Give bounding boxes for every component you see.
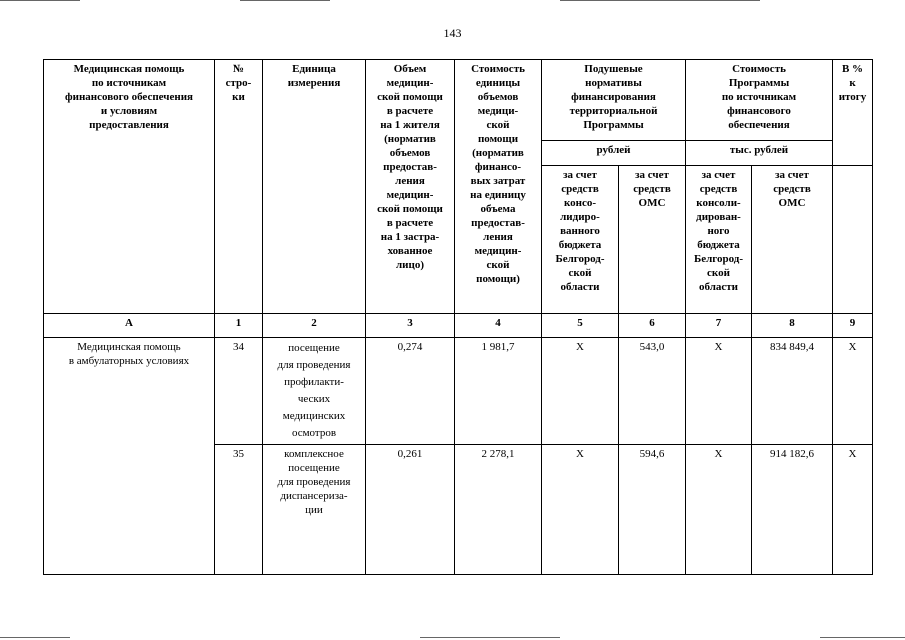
program-budget-value: X (686, 445, 752, 575)
per-capita-oms-value: 543,0 (619, 338, 686, 445)
top-edge-line (0, 0, 80, 1)
per-capita-oms-value: 594,6 (619, 445, 686, 575)
index-cell: 2 (263, 314, 366, 338)
header-col-3: Объем медицин- ской помощи в расчете на 1 жителя (норматив объемов предостав- ления медицин- ской помощи в расчете на 1 застра- хованное лицо) (366, 60, 455, 314)
program-oms-value: 914 182,6 (752, 445, 833, 575)
table-row (44, 338, 873, 445)
index-cell: 5 (542, 314, 619, 338)
index-cell: 9 (833, 314, 873, 338)
header-col-a: Медицинская помощь по источникам финансового обеспечения и условиям предоставления (44, 60, 215, 314)
header-col-2: Единица измерения (263, 60, 366, 314)
header-group-per-capita: Подушевые нормативы финансирования территориальной Программы (542, 60, 686, 141)
volume-value: 0,274 (366, 338, 455, 445)
index-cell: 6 (619, 314, 686, 338)
unit-cost-value: 2 278,1 (455, 445, 542, 575)
index-cell: А (44, 314, 215, 338)
top-edge-line (240, 0, 330, 1)
per-capita-budget-value: X (542, 338, 619, 445)
header-col-1: № стро- ки (215, 60, 263, 314)
header-group-program-cost: Стоимость Программы по источникам финансового обеспечения (686, 60, 833, 141)
unit-of-measure: посещение для проведения профилакти- ческих медицинских осмотров (263, 338, 366, 445)
financing-table (43, 59, 873, 575)
index-cell: 7 (686, 314, 752, 338)
program-oms-value: 834 849,4 (752, 338, 833, 445)
program-budget-value: X (686, 338, 752, 445)
per-capita-budget-value: X (542, 445, 619, 575)
bottom-edge-line (0, 637, 70, 638)
line-number: 35 (215, 445, 263, 575)
unit-of-measure: комплексное посещение для проведения диспансериза- ции (263, 445, 366, 575)
header-col-4: Стоимость единицы объемов медици- ской помощи (норматив финансо- вых затрат на единицу объема предостав- ления медицин- ской помощи) (455, 60, 542, 314)
line-number: 34 (215, 338, 263, 445)
top-edge-line (560, 0, 760, 1)
group-label: Медицинская помощь в амбулаторных условиях (44, 338, 215, 575)
index-cell: 4 (455, 314, 542, 338)
index-row (44, 314, 873, 338)
index-cell: 8 (752, 314, 833, 338)
index-cell: 1 (215, 314, 263, 338)
bottom-edge-line (820, 637, 905, 638)
header-col-8: за счет средств ОМС (752, 166, 833, 314)
percent-value: X (833, 338, 873, 445)
header-col-9-empty (833, 166, 873, 314)
header-unit-rubles: рублей (542, 141, 686, 166)
header-col-6: за счет средств ОМС (619, 166, 686, 314)
volume-value: 0,261 (366, 445, 455, 575)
page-number: 143 (443, 26, 462, 40)
header-col-7: за счет средств консоли- дирован- ного бюджета Белгород- ской области (686, 166, 752, 314)
header-col-5: за счет средств консо- лидиро- ванного бюджета Белгород- ской области (542, 166, 619, 314)
header-unit-thousand-rubles: тыс. рублей (686, 141, 833, 166)
index-cell: 3 (366, 314, 455, 338)
percent-value: X (833, 445, 873, 575)
header-col-9: В % к итогу (833, 60, 873, 166)
bottom-edge-line (420, 637, 560, 638)
unit-cost-value: 1 981,7 (455, 338, 542, 445)
